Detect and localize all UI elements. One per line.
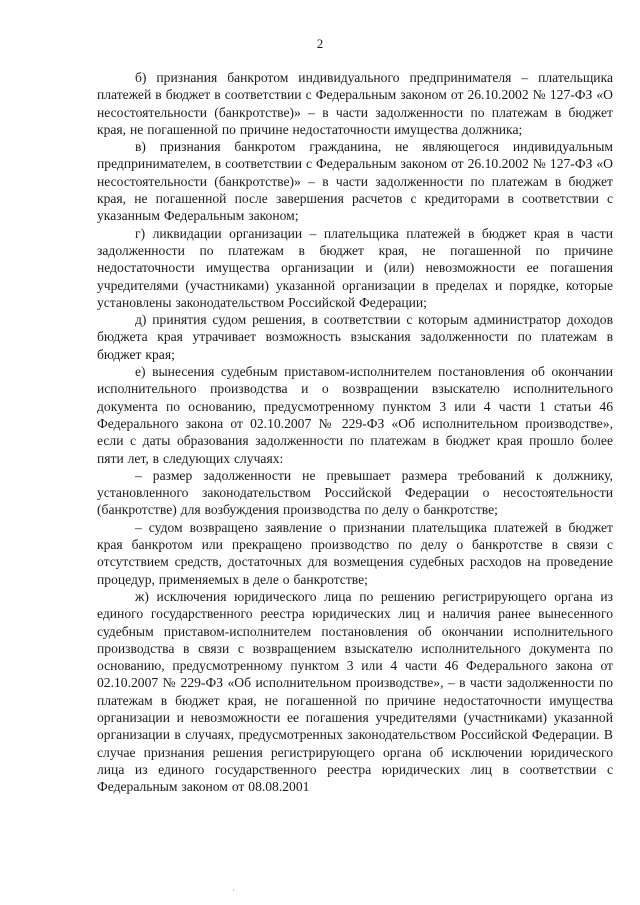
paragraph-g: г) ликвидации организации – плательщика платежей в бюджет края в части задолженности по платежам в бюджет края, не погашенной по причине недостаточности имущества организации и (или) невозможности ее погашения учредителями (участниками) указанной организации в пределах и порядке, которые установлены законодательством Российской Федерации;	[97, 225, 613, 310]
paragraph-e-case-1: – размер задолженности не превышает размера требований к должнику, установленного законодательством Российской Федерации о несостоятельности (банкротстве) для возбуждения производства по делу о банкротстве;	[97, 467, 613, 518]
paragraph-v: в) признания банкротом гражданина, не являющегося индивидуальным предпринимателем, в соответствии с Федеральным законом от 26.10.2002 № 127-ФЗ «О несостоятельности (банкротстве)» – в части задолженности по платежам в бюджет края, не погашенной после завершения расчетов с кредиторами в соответствии с указанным Федеральным законом;	[97, 139, 613, 224]
paragraph-e: е) вынесения судебным приставом-исполнителем постановления об окончании исполнительного производства и о возвращении взыскателю исполнительного документа по основанию, предусмотренному пунктом 3 или 4 части 1 статьи 46 Федерального закона от 02.10.2007 № 229-ФЗ «Об исполнительном производстве», если с даты образования задолженности по платежам в бюджет края прошло более пяти лет, в следующих случаях:	[97, 364, 613, 466]
paragraph-d: д) принятия судом решения, в соответствии с которым администратор доходов бюджета края утрачивает возможность взыскания задолженности по платежам в бюджет края;	[97, 312, 613, 362]
paragraph-e-case-2: – судом возвращено заявление о признании плательщика платежей в бюджет края банкротом или прекращено производство по делу о банкротстве в связи с отсутствием средств, достаточных для возмещения судебных расходов на проведение процедур, применяемых в деле о банкротстве;	[97, 519, 613, 587]
paragraph-zh: ж) исключения юридического лица по решению регистрирующего органа из единого государственного реестра юридических лиц и наличия ранее вынесенного судебным приставом-исполнителем постановления об окончании исполнительного производства в связи с возвращением взыскателю исполнительного документа по основанию, предусмотренному пунктом 3 или 4 части 46 Федерального закона от 02.10.2007 № 229-ФЗ «Об исполнительном производстве», – в части задолженности по платежам в бюджет края, не погашенной по причине недостаточности имущества организации и невозможности ее погашения учредителями (участниками) указанной организации в случаях, предусмотренных законодательством Российской Федерации. В случае признания решения регистрирующего органа об исключении юридического лица из единого государственного реестра юридических лиц в соответствии с Федеральным законом от 08.08.2001	[97, 588, 613, 795]
page-number: 2	[316, 36, 324, 51]
footer-mark: ·	[232, 885, 235, 895]
document-body	[97, 69, 613, 795]
paragraph-b: б) признания банкротом индивидуального предпринимателя – плательщика платежей в бюджет в соответствии с Федеральным законом от 26.10.2002 № 127-ФЗ «О несостоятельности (банкротстве)» – в части задолженности по платежам в бюджет края, не погашенной по причине недостаточности имущества должника;	[97, 70, 613, 137]
